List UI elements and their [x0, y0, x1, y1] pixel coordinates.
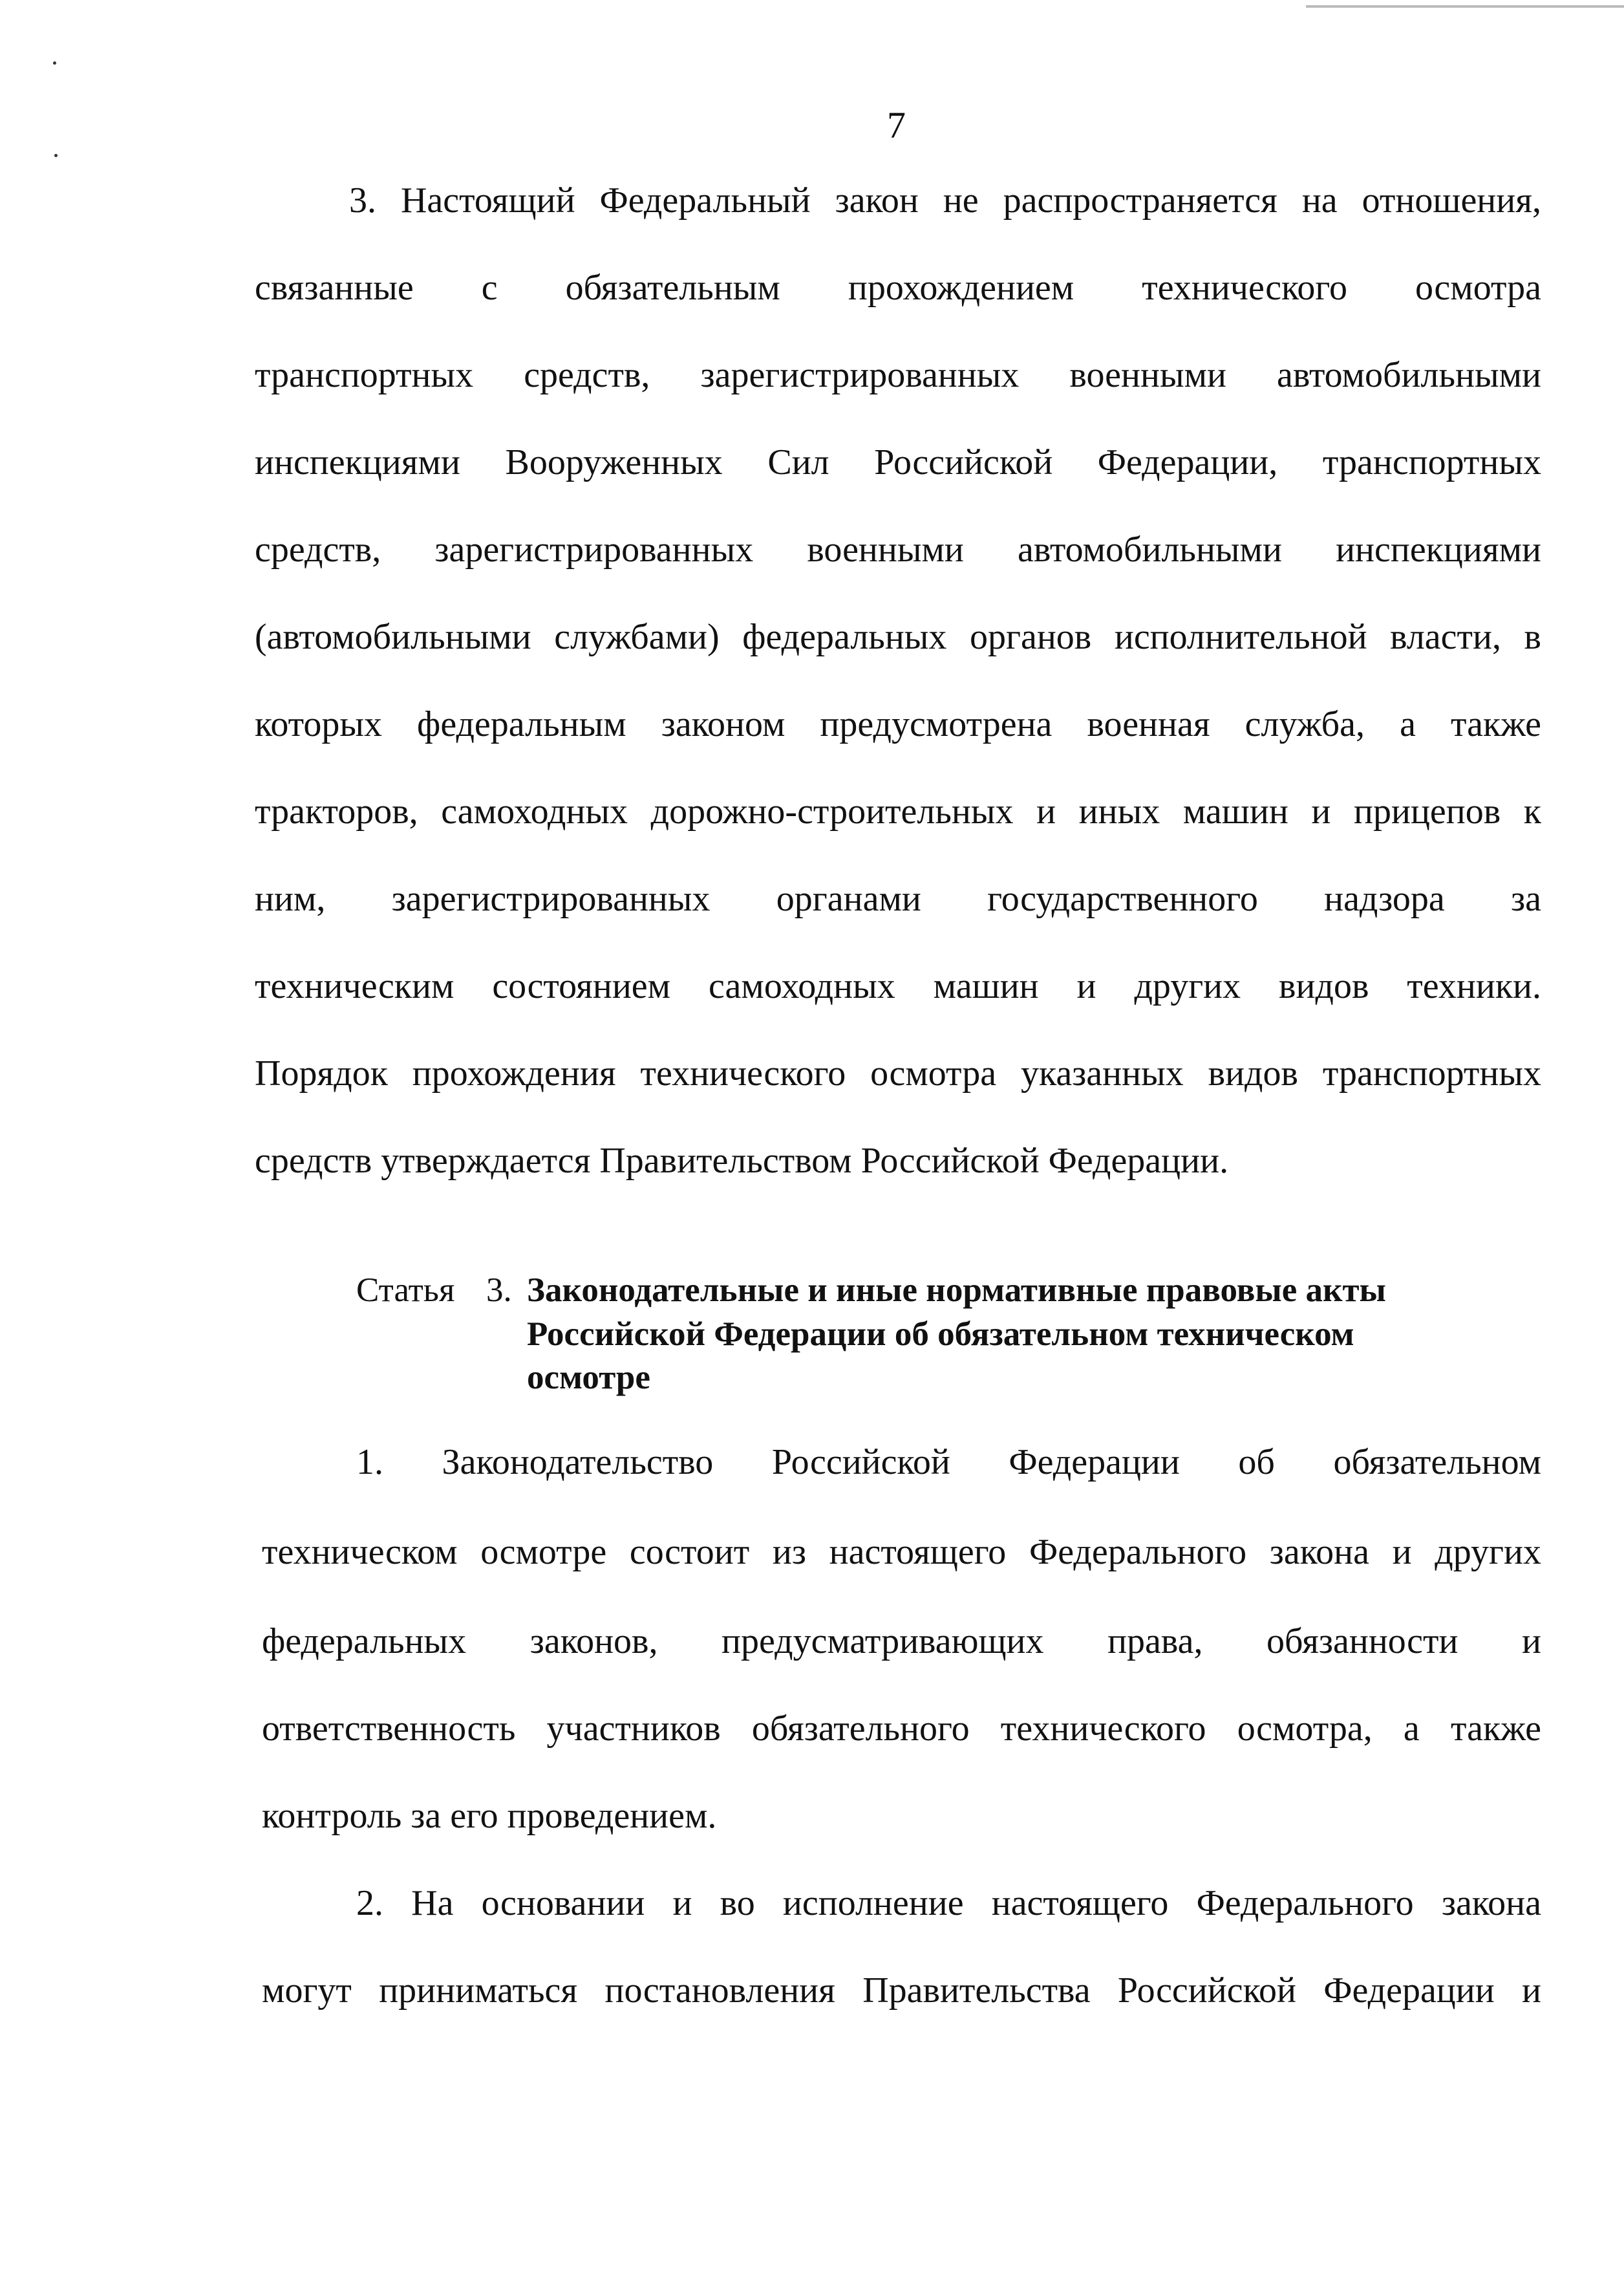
- text-line: тракторов, самоходных дорожно-строительных и иных машин и прицепов к: [255, 792, 1541, 832]
- article-title-line: Российской Федерации об обязательном техническом: [527, 1315, 1354, 1353]
- text-line: 1. Законодательство Российской Федерации об обязательном: [356, 1442, 1541, 1482]
- scan-speck: [53, 61, 56, 65]
- text-line: ним, зарегистрированных органами государственного надзора за: [255, 879, 1541, 919]
- article-title-line: осмотре: [527, 1359, 650, 1396]
- text-line: Порядок прохождения технического осмотра указанных видов транспортных: [255, 1053, 1541, 1094]
- text-line: средств, зарегистрированных военными автомобильными инспекциями: [255, 530, 1541, 570]
- page-number: 7: [887, 104, 906, 146]
- text-line: техническим состоянием самоходных машин и других видов техники.: [255, 966, 1541, 1006]
- article-title-line: Законодательные и иные нормативные правовые акты: [527, 1271, 1386, 1309]
- text-line: средств утверждается Правительством Российской Федерации.: [255, 1141, 1229, 1181]
- text-line: техническом осмотре состоит из настоящего Федерального закона и других: [262, 1532, 1541, 1572]
- text-line: федеральных законов, предусматривающих права, обязанности и: [262, 1621, 1541, 1661]
- article-label: Статья: [356, 1271, 455, 1309]
- text-line: ответственность участников обязательного технического осмотра, а также: [262, 1709, 1541, 1749]
- text-line: которых федеральным законом предусмотрена военная служба, а также: [255, 704, 1541, 744]
- text-line: могут приниматься постановления Правительства Российской Федерации и: [262, 1970, 1541, 2011]
- text-line: инспекциями Вооруженных Сил Российской Федерации, транспортных: [255, 442, 1541, 482]
- text-line: (автомобильными службами) федеральных органов исполнительной власти, в: [255, 617, 1541, 657]
- text-line: связанные с обязательным прохождением технического осмотра: [255, 268, 1541, 308]
- text-line: 2. На основании и во исполнение настоящего Федерального закона: [356, 1883, 1541, 1923]
- scan-speck: [54, 154, 58, 157]
- text-line: контроль за его проведением.: [262, 1796, 717, 1836]
- text-line: транспортных средств, зарегистрированных военными автомобильными: [255, 355, 1541, 395]
- scan-edge-line: [1306, 5, 1624, 8]
- article-number: 3.: [486, 1271, 512, 1309]
- text-line: 3. Настоящий Федеральный закон не распространяется на отношения,: [349, 180, 1541, 221]
